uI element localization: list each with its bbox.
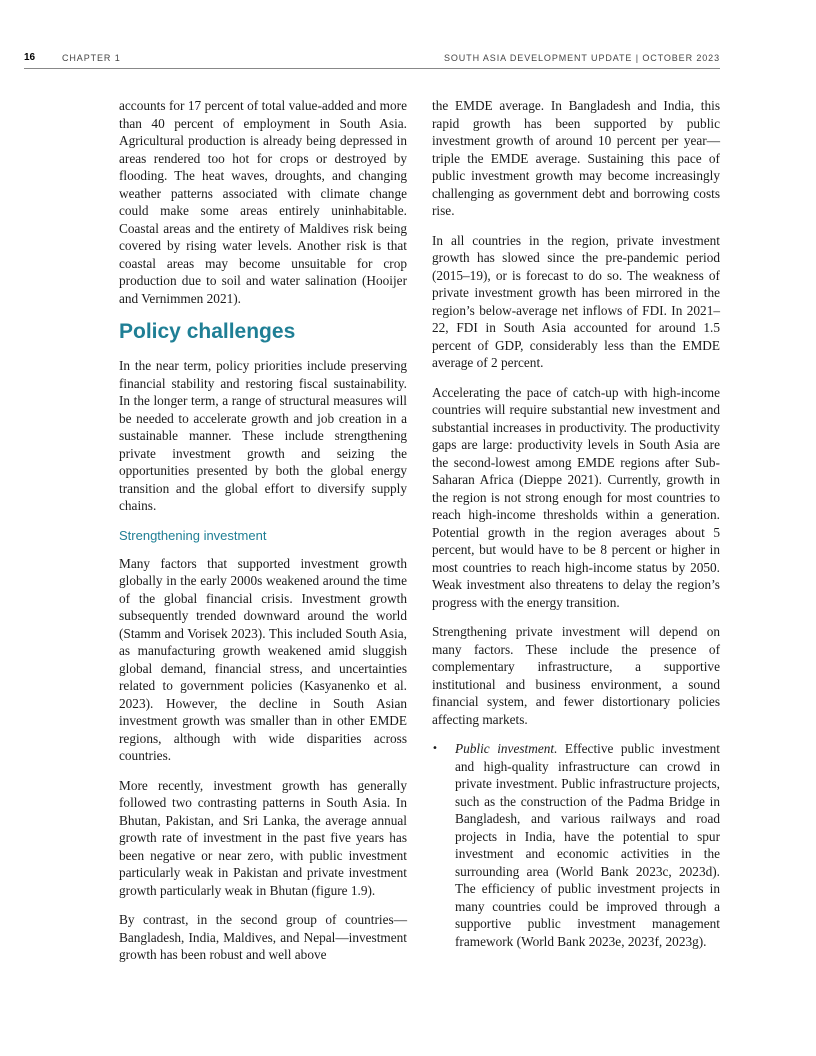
paragraph-catch-up: Accelerating the pace of catch-up with high-income countries will require substantial new investment and substantial increases in productivity. The productivity gaps are large: productivity levels in South Asia are the second-lowest among EMDE regions after Sub-Saharan Africa (Dieppe 2021). Currently, growth in the region is not strong enough for most countries to reach high-income thresholds within a generation. Potential growth in the region averages about 5 percent, but would have to be 8 percent or higher in most countries to reach high-income status by 2050. Weak investment also threatens to delay the region’s progress with the energy transition. [432, 384, 720, 610]
bullet-text: Effective public investment and high-quality infrastructure can crowd in private investment. Public infrastructure projects, such as the construction of the Padma Bridge in Bangladesh, and various railways and road projects in India, have the potential to spur investment and economic activities in the surrounding area (World Bank 2023c, 2023d). The efficiency of public investment projects in many countries could be improved through a supportive public investment management framework (World Bank 2023e, 2023f, 2023g). [455, 741, 720, 949]
list-item [432, 740, 720, 950]
subheading-strengthening-investment: Strengthening investment [119, 527, 267, 543]
left-column [119, 97, 407, 976]
bullet-list [432, 740, 720, 950]
paragraph-intro: accounts for 17 percent of total value-added and more than 40 percent of employment in South Asia. Agricultural production is already being depressed in areas rendered too hot for crops or destroyed by flooding. The heat waves, droughts, and changing weather patterns associated with climate change could make some areas entirely uninhabitable. Coastal areas and the entirety of Maldives risk being covered by rising water levels. Another risk is that coastal areas may become unsuitable for crop production due to soil and water salination (Hooijer and Vernimmen 2021). [119, 98, 407, 306]
running-header [24, 52, 720, 66]
header-divider [24, 68, 720, 69]
paragraph-private-investment: In all countries in the region, private investment growth has slowed since the pre-pandemic period (2015–19), or is forecast to do so. The weakness of private investment growth has been mirrored in the region’s below-average net inflows of FDI. In 2021–22, FDI in South Asia accounted for around 1.5 percent of GDP, considerably less than the EMDE average of 2 percent. [432, 232, 720, 370]
right-column [432, 97, 720, 950]
paragraph-contrast: By contrast, in the second group of countries—Bangladesh, India, Maldives, and Nepal—investment growth has been robust and well above [119, 912, 407, 962]
bullet-icon: • [432, 743, 438, 754]
bullet-paragraph [455, 740, 720, 950]
paragraph-policy: In the near term, policy priorities include preserving financial stability and restoring fiscal sustainability. In the longer term, a range of structural measures will be needed to accelerate growth and job creation in a sustainable manner. These include strengthening private investment growth and seizing the opportunities presented by both the global energy transition and the global effort to diversify supply chains. [119, 358, 407, 513]
paragraph-continued: the EMDE average. In Bangladesh and India, this rapid growth has been supported by public investment growth of around 10 percent per year—triple the EMDE average. Sustaining this pace of public investment growth may become increasingly challenging as government debt and borrowing costs rise. [432, 98, 720, 218]
paragraph-strengthening: Strengthening private investment will depend on many factors. These include the presence of complementary infrastructure, a supportive institutional and business environment, a sound financial system, and fewer distortionary policies affecting markets. [432, 624, 720, 727]
paragraph-recently: More recently, investment growth has generally followed two contrasting patterns in South Asia. In Bhutan, Pakistan, and Sri Lanka, the average annual growth rate of investment in the past five years has been negative or near zero, with public investment particularly weak in Pakistan and private investment growth particularly weak in Bhutan (figure 1.9). [119, 777, 407, 898]
publication-title: SOUTH ASIA DEVELOPMENT UPDATE | OCTOBER 2023 [443, 53, 720, 63]
paragraph-factors: Many factors that supported investment growth globally in the early 2000s weakened around the time of the global financial crisis. Investment growth subsequently trended downward around the world (Stamm and Vorisek 2023). This included South Asia, as manufacturing growth weakened amid sluggish global demand, financial stress, and uncertainties related to government policies (Kasyanenko et al. 2023). However, the decline in South Asian investment growth was smaller than in other EMDE regions, although with wide disparities across countries. [119, 555, 407, 763]
section-heading-policy-challenges: Policy challenges [119, 320, 296, 343]
chapter-label: CHAPTER 1 [62, 53, 121, 63]
page-number: 16 [24, 52, 36, 63]
bullet-lead: Public investment. [455, 741, 558, 756]
